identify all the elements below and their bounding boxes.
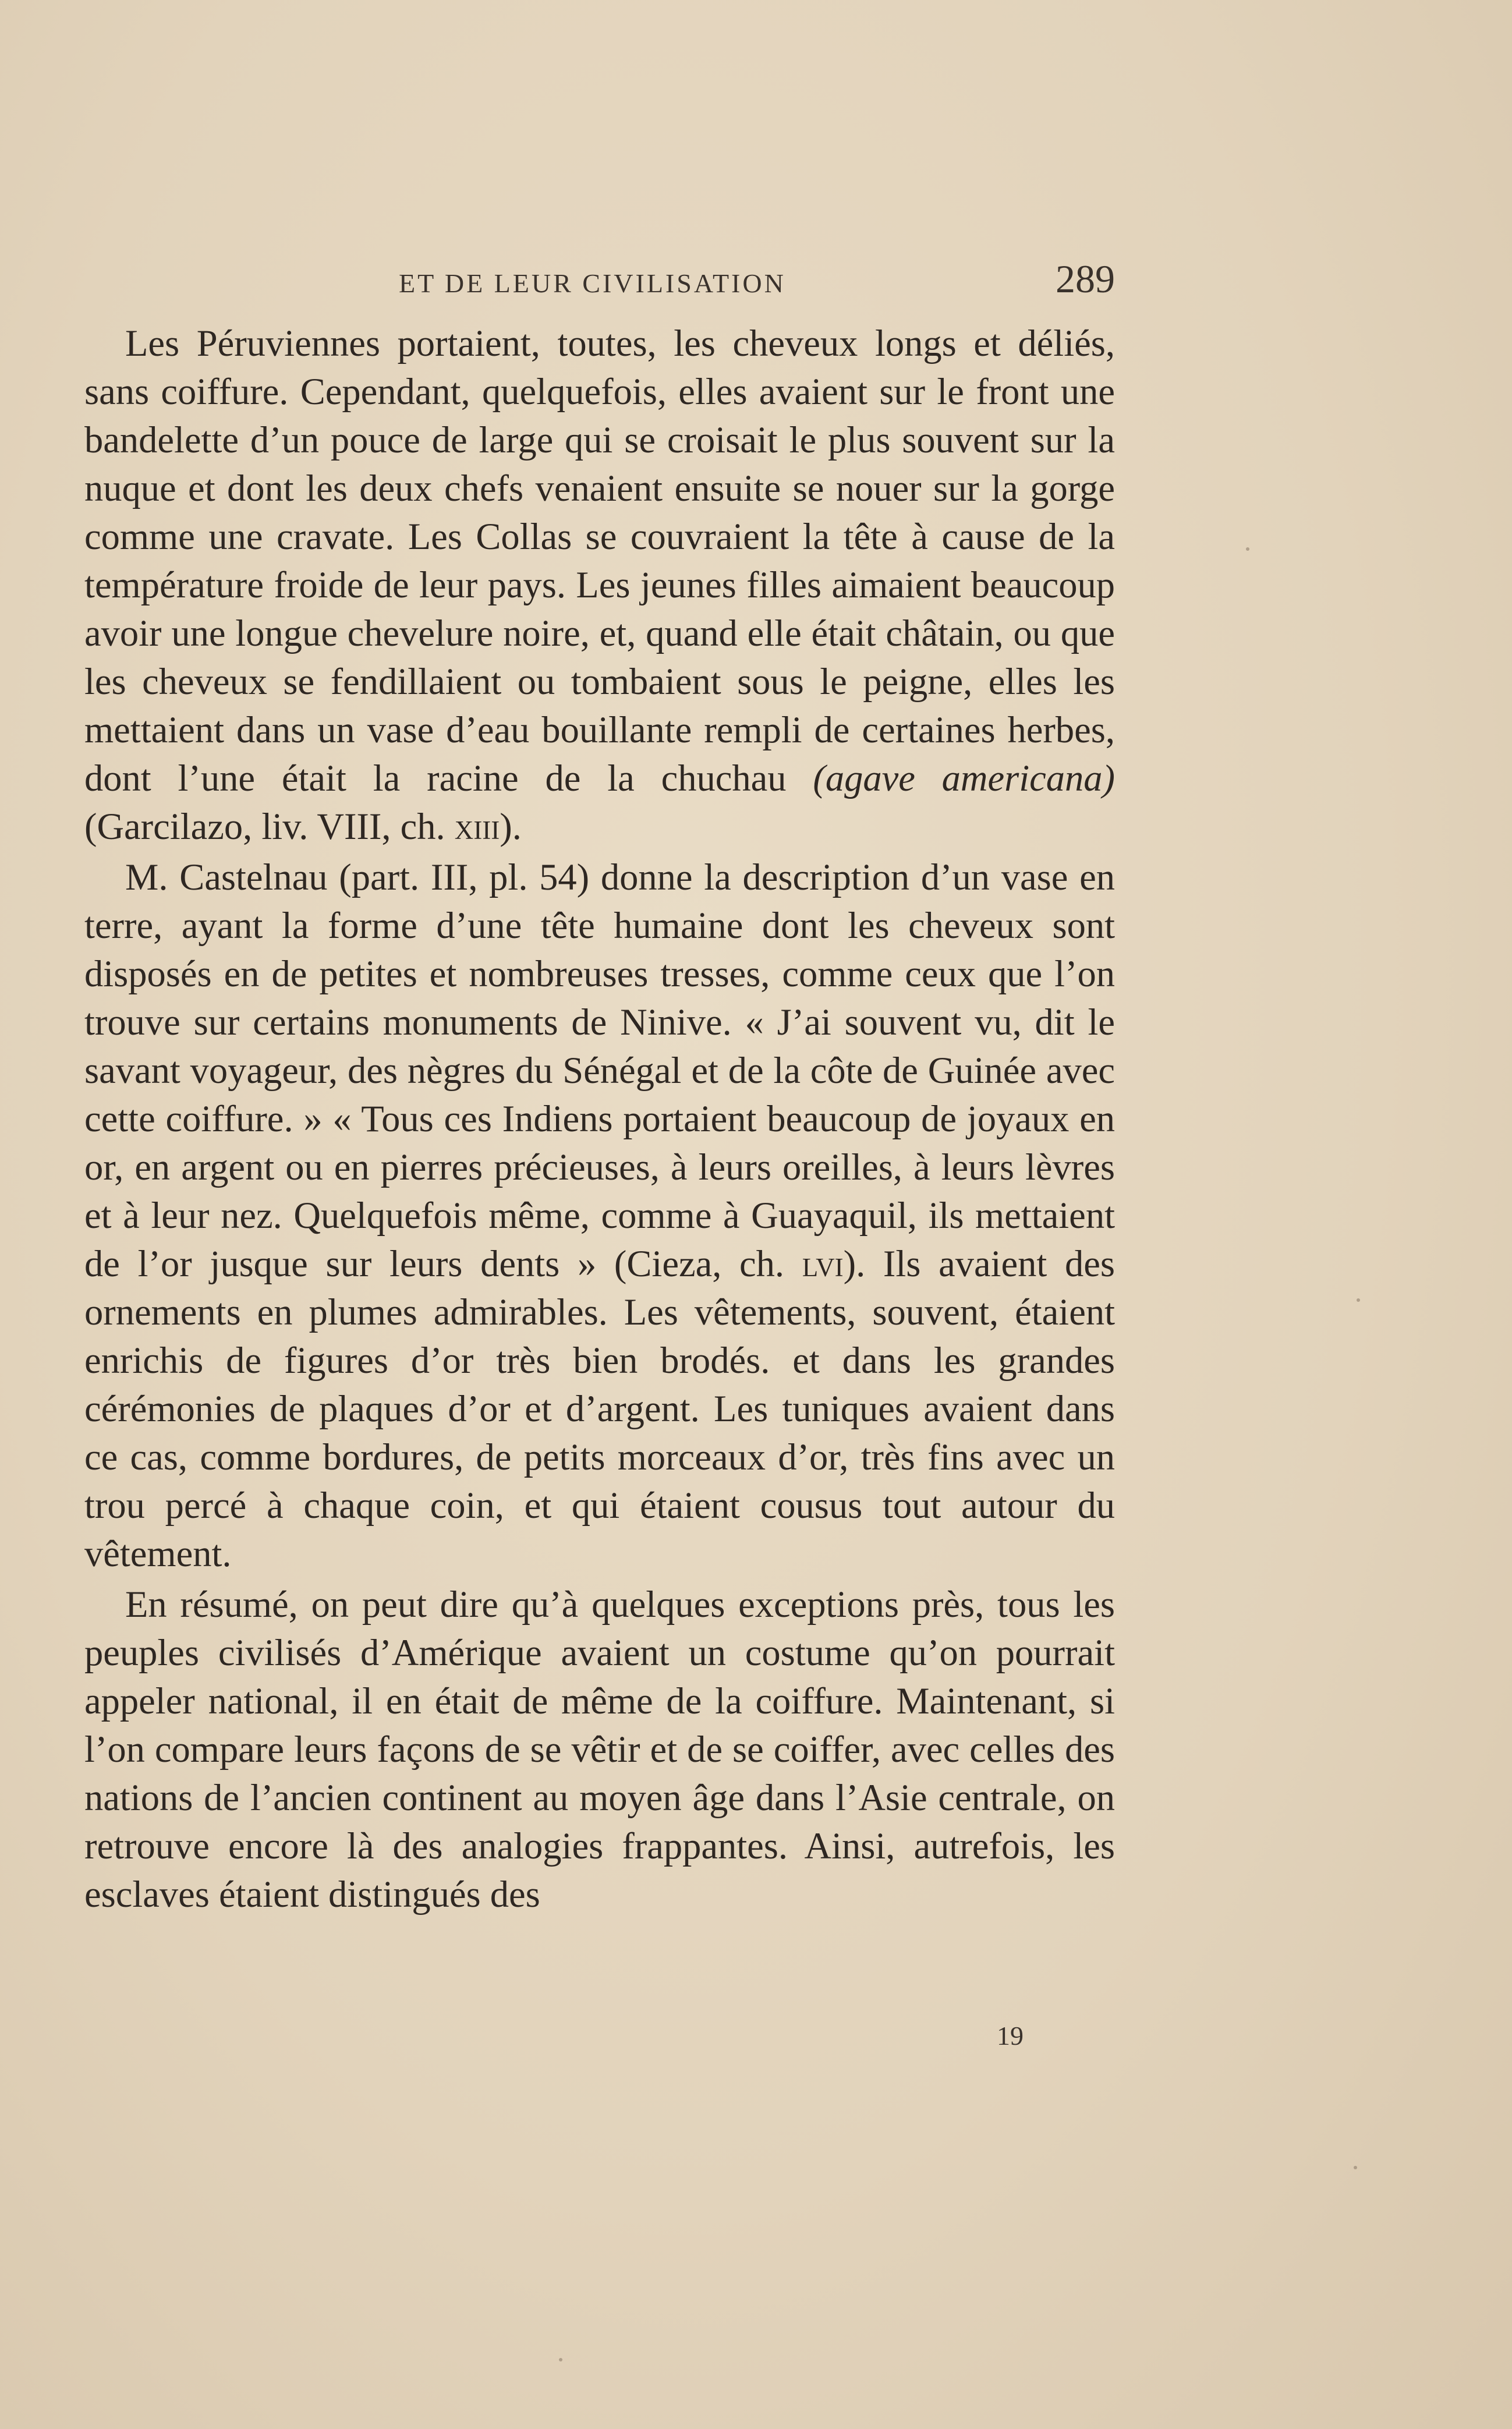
paper-speck (559, 2358, 562, 2361)
paragraph-peruvian-hair: Les Péruviennes portaient, toutes, les cheveux longs et déliés, sans coiffure. Cependant, quelquefois, elles avaient sur le front une bandelette d’un pouce de large qui se croisait le plus souvent sur la nuque et dont les deux chefs venaient ensuite se nouer sur la gorge comme une cravate. Les Collas se couvraient la tête à cause de la température froide de leur pays. Les jeunes filles aimaient beaucoup avoir une longue chevelure noire, et, quand elle était châtain, ou que les cheveux se fendillaient ou tombaient sous le peigne, elles les mettaient dans un vase d’eau bouillante rempli de certaines herbes, dont l’une était la racine de la chuchau (agave americana) (Garcilazo, liv. VIII, ch. xiii). (84, 323, 1116, 847)
paragraph-castelnau-vase: M. Castelnau (part. III, pl. 54) donne la description d’un vase en terre, ayant la forme d’une tête humaine dont les cheveux sont disposés en de petites et nombreuses tresses, comme ceux que l’on trouve sur certains monuments de Ninive. « J’ai souvent vu, dit le savant voyageur, des nègres du Sénégal et de la côte de Guinée avec cette coiffure. » « Tous ces Indiens portaient beaucoup de joyaux en or, en argent ou en pierres précieuses, à leurs oreilles, à leurs lèvres et à leur nez. Quelquefois même, comme à Guayaquil, ils mettaient de l’or jusque sur leurs dents » (Cieza, ch. lvi). Ils avaient des ornements en plumes admirables. Les vêtements, souvent, étaient enrichis de figures d’or très bien brodés. et dans les grandes cérémonies de plaques d’or et d’argent. Les tuniques avaient dans ce cas, comme bordures, de petits morceaux d’or, très fins avec un trou percé à chaque coin, et qui étaient cousus tout autour du vêtement. (84, 856, 1115, 1574)
paper-speck (1246, 547, 1249, 551)
italic-term: (agave americana) (813, 757, 1116, 799)
paper-speck (1357, 1298, 1360, 1302)
running-header (84, 256, 1115, 309)
paragraph-summary: En résumé, on peut dire qu’à quelques exceptions près, tous les peuples civilisés d’Amérique avaient un costume qu’on pourrait appeler national, il en était de même de la coiffure. Maintenant, si l’on compare leurs façons de se vêtir et de se coiffer, avec celles des nations de l’ancien continent au moyen âge dans l’Asie centrale, on retrouve encore là des analogies frappantes. Ainsi, autrefois, les esclaves étaient distingués des (84, 1584, 1115, 1915)
roman-numeral: lvi (802, 1243, 844, 1284)
paper-speck (1354, 2166, 1357, 2169)
page-number: 289 (1056, 257, 1115, 301)
running-title: ET DE LEUR CIVILISATION (399, 268, 786, 298)
body-text (84, 319, 1115, 1918)
roman-numeral: xiii (454, 806, 500, 847)
signature-mark: 19 (997, 2021, 1024, 2051)
